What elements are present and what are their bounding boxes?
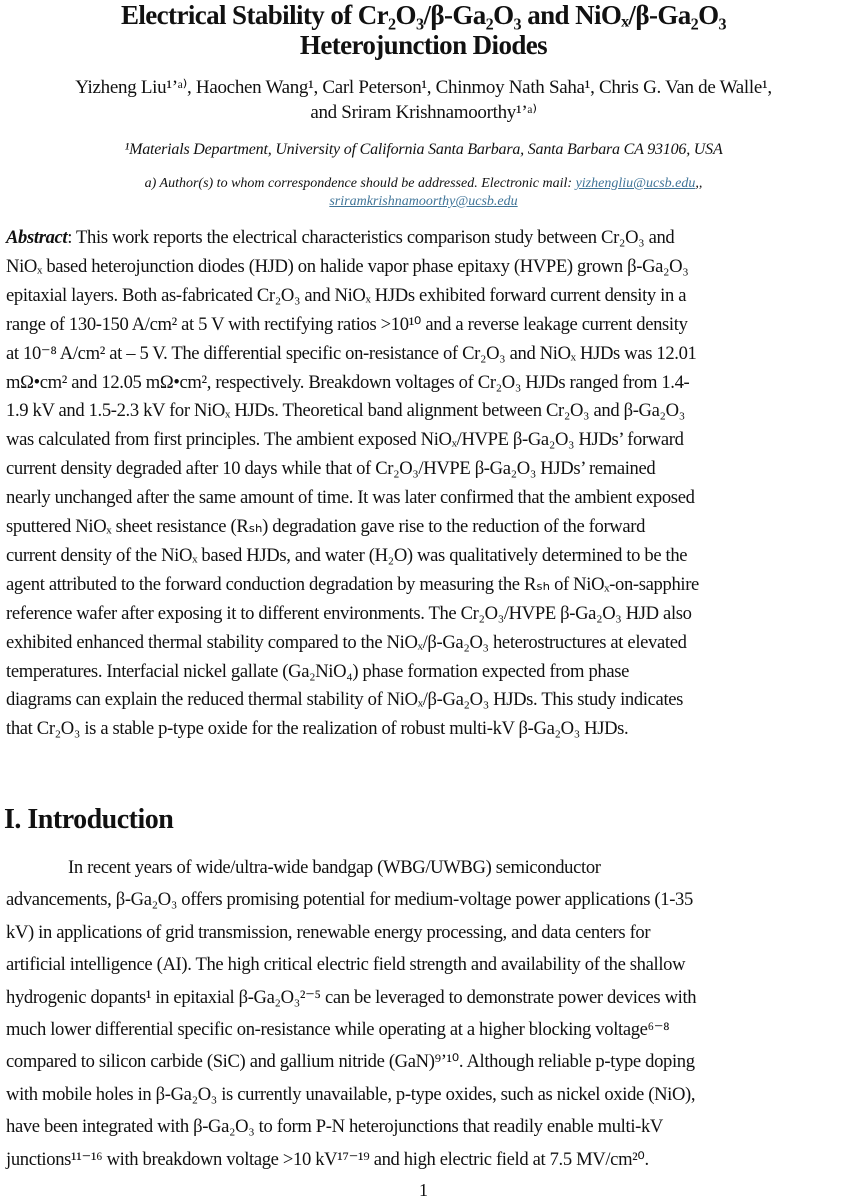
abstract-line: at 10⁻⁸ A/cm² at – 5 V. The differential specific on-resistance of Cr₂O₃ and NiOₓ HJDs was 12.01 [6, 342, 697, 364]
correspondence-note [0, 176, 847, 192]
abstract-line [6, 227, 674, 249]
introduction-line: junctions¹¹⁻¹⁶ with breakdown voltage >10 kV¹⁷⁻¹⁹ and high electric field at 7.5 MV/cm²⁰. [6, 1148, 649, 1170]
author-list-line-1: Yizheng Liu¹ʼᵃ⁾, Haochen Wang¹, Carl Peterson¹, Chinmoy Nath Saha¹, Chris G. Van de Walle¹, [75, 77, 772, 98]
abstract-line: exhibited enhanced thermal stability compared to the NiOₓ/β-Ga₂O₃ heterostructures at elevated [6, 631, 687, 653]
introduction-line: have been integrated with β-Ga₂O₃ to form P-N heterojunctions that readily enable multi-kV [6, 1116, 663, 1138]
abstract-line: sputtered NiOₓ sheet resistance (Rₛₕ) degradation gave rise to the reduction of the forward [6, 516, 646, 537]
abstract-line: that Cr₂O₃ is a stable p-type oxide for the realization of robust multi-kV β-Ga₂O₃ HJDs. [6, 718, 629, 740]
abstract-line: diagrams can explain the reduced thermal stability of NiOₓ/β-Ga₂O₃ HJDs. This study indicates [6, 689, 684, 711]
abstract-line: current density of the NiOₓ based HJDs, and water (H₂O) was qualitatively determined to be the [6, 544, 688, 566]
abstract-line: 1.9 kV and 1.5-2.3 kV for NiOₓ HJDs. Theoretical band alignment between Cr₂O₃ and β-Ga₂O₃ [6, 400, 685, 422]
introduction-line: compared to silicon carbide (SiC) and gallium nitride (GaN)⁹ʼ¹⁰. Although reliable p-type doping [6, 1051, 695, 1073]
introduction-line: In recent years of wide/ultra-wide bandgap (WBG/UWBG) semiconductor [68, 857, 601, 878]
email-link-2[interactable]: sriramkrishnamoorthy@ucsb.edu [329, 194, 518, 209]
abstract-label: Abstract [6, 227, 68, 248]
author-list-line-2: and Sriram Krishnamoorthy¹ʼᵃ⁾ [310, 102, 537, 123]
email-link-1[interactable]: yizhengliu@ucsb.edu [575, 176, 696, 191]
page-number: 1 [419, 1180, 428, 1200]
introduction-line: hydrogenic dopants¹ in epitaxial β-Ga₂O₃²⁻⁵ can be leveraged to demonstrate power devices with [6, 986, 697, 1008]
abstract-line: range of 130-150 A/cm² at 5 V with rectifying ratios >10¹⁰ and a reverse leakage current density [6, 313, 688, 335]
abstract-line: was calculated from first principles. The ambient exposed NiOₓ/HVPE β-Ga₂O₃ HJDs’ forward [6, 429, 684, 451]
abstract-line: nearly unchanged after the same amount of time. It was later confirmed that the ambient exposed [6, 487, 695, 509]
email-separator: ,, [695, 176, 703, 191]
correspondence-note-line-2 [0, 194, 847, 210]
affiliation: ¹Materials Department, University of California Santa Barbara, Santa Barbara CA 93106, USA [124, 141, 723, 158]
abstract-line: NiOₓ based heterojunction diodes (HJD) on halide vapor phase epitaxy (HVPE) grown β-Ga₂O₃ [6, 255, 689, 277]
abstract-first-line-text: : This work reports the electrical characteristics comparison study between Cr₂O₃ and [67, 227, 675, 248]
abstract-line: reference wafer after exposing it to different environments. The Cr₂O₃/HVPE β-Ga₂O₃ HJD also [6, 602, 692, 624]
introduction-line: with mobile holes in β-Ga₂O₃ is currently unavailable, p-type oxides, such as nickel oxide (NiO), [6, 1083, 696, 1105]
abstract-line: agent attributed to the forward conduction degradation by measuring the Rₛₕ of NiOₓ-on-sapphire [6, 573, 699, 595]
introduction-line: much lower differential specific on-resistance while operating at a higher blocking voltage⁶⁻⁸ [6, 1019, 670, 1040]
introduction-line: advancements, β-Ga₂O₃ offers promising potential for medium-voltage power applications (1-35 [6, 889, 693, 911]
section-heading-introduction: I. Introduction [4, 804, 174, 835]
introduction-line: kV) in applications of grid transmission, renewable energy processing, and data centers for [6, 921, 651, 943]
introduction-line: artificial intelligence (AI). The high critical electric field strength and availability of the shallow [6, 954, 686, 976]
paper-title-line-2: Heterojunction Diodes [299, 30, 548, 60]
abstract-line: mΩ•cm² and 12.05 mΩ•cm², respectively. Breakdown voltages of Cr₂O₃ HJDs ranged from 1.4- [6, 371, 690, 393]
abstract-line: epitaxial layers. Both as-fabricated Cr₂O₃ and NiOₓ HJDs exhibited forward current density in a [6, 284, 687, 306]
abstract-line: current density degraded after 10 days while that of Cr₂O₃/HVPE β-Ga₂O₃ HJDs’ remained [6, 458, 656, 480]
correspondence-text: a) Author(s) to whom correspondence should be addressed. Electronic mail: [144, 176, 576, 191]
abstract-line: temperatures. Interfacial nickel gallate (Ga₂NiO₄) phase formation expected from phase [6, 660, 630, 682]
paper-title-line-1: Electrical Stability of Cr₂O₃/β-Ga₂O₃ and NiOₓ/β-Ga₂O₃ [120, 0, 727, 30]
